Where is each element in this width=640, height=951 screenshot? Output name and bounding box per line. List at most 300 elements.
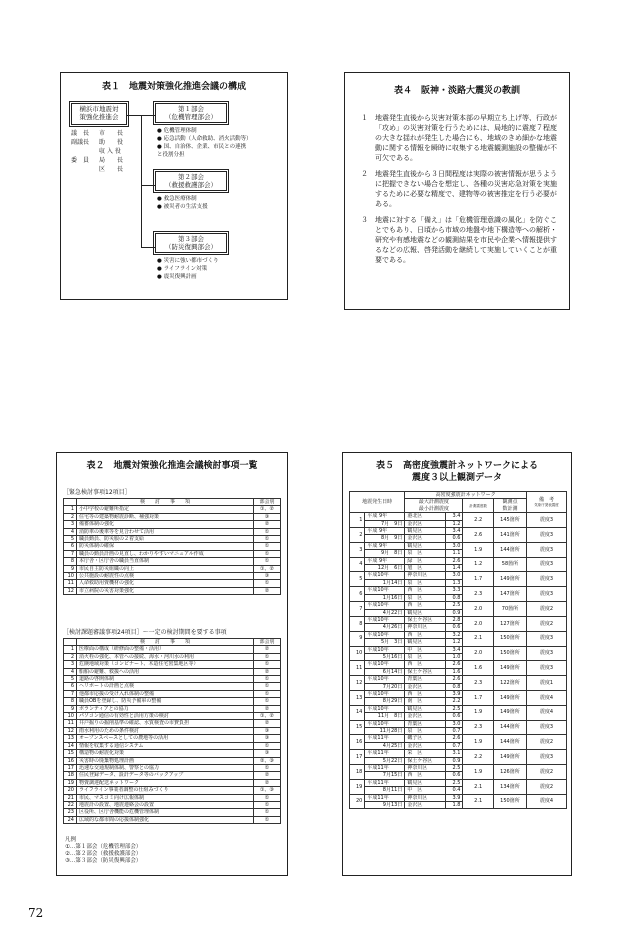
max-value: 3.9 — [445, 794, 463, 801]
min-ward: 泉 区 — [405, 594, 446, 601]
row-number: 17 — [64, 764, 77, 771]
observation-points: 145箇所 — [493, 513, 526, 528]
event-date: 4月22日 — [365, 609, 405, 616]
intensity-count: 2.3 — [463, 676, 493, 691]
urgent-col-div: 部会別 — [254, 499, 281, 506]
table2-title: 表２ 地震対策強化推進会議検討事項一覧 — [86, 461, 258, 471]
row-item: 災害時の廃棄物処理計画 — [77, 757, 254, 764]
min-ward: 泉 区 — [405, 728, 446, 735]
table-row — [350, 616, 567, 623]
legend-title: 凡例 — [65, 837, 77, 843]
max-value: 2.5 — [445, 765, 463, 772]
row-number: 20 — [64, 787, 77, 794]
lesson-text: 地震発生直後から３日間程度は実際の被害情報が思うように把握できない場合を想定し、各種の災害応急対策を実施するために必要な精度で、建物等の被害推定を行う必要がある。 — [375, 170, 557, 208]
division-item-text: 国、自治体、企業、市民との連携 — [163, 144, 247, 150]
t5-col-date: 地震発生日時 — [350, 492, 405, 513]
table2-panel — [56, 452, 288, 876]
role-person: 助 役 — [99, 139, 124, 146]
row-item: 公共施設の耐震性の点検 — [77, 573, 254, 580]
intensity-count: 1.9 — [463, 735, 493, 750]
table-row — [64, 506, 281, 513]
event-era: 平成11年 — [365, 735, 405, 742]
event-date: 5月 3日 — [365, 639, 405, 646]
max-value: 3.1 — [445, 750, 463, 757]
jma-intensity: 震度4 — [527, 705, 567, 720]
event-number: 8 — [350, 616, 365, 631]
table-row — [64, 794, 281, 801]
event-date: 1月16日 — [365, 594, 405, 601]
event-number: 9 — [350, 631, 365, 646]
row-item: 危険地域対策（コンビナート、木造住宅密集地区等） — [77, 661, 254, 668]
table-row — [350, 572, 567, 579]
table-row — [64, 573, 281, 580]
row-number: 2 — [64, 513, 77, 520]
intensity-count: 1.7 — [463, 690, 493, 705]
row-number: 8 — [64, 558, 77, 565]
event-era: 平成10年 — [365, 690, 405, 697]
max-value: 3.3 — [445, 587, 463, 594]
table-row — [64, 801, 281, 808]
table-row — [64, 683, 281, 690]
council-role-row — [71, 129, 141, 138]
max-ward: 鶴見区 — [405, 542, 446, 549]
division-item-text: 災害に強い都市づくり — [163, 258, 219, 264]
min-value: 1.2 — [445, 520, 463, 527]
table-row — [64, 727, 281, 734]
jma-intensity: 震度2 — [527, 735, 567, 750]
row-division: ① — [254, 698, 281, 705]
event-number: 6 — [350, 587, 365, 602]
urgent-col-num — [64, 499, 77, 506]
observation-points: 147箇所 — [493, 587, 526, 602]
row-item: 職員OBを登録し、防災予備軍の整備 — [77, 698, 254, 705]
bullet-icon: ● — [157, 196, 164, 202]
min-value: 0.7 — [445, 728, 463, 735]
review-table — [63, 638, 281, 824]
event-date: 8月29日 — [365, 698, 405, 705]
row-division: ① — [254, 543, 281, 550]
table-row — [64, 720, 281, 727]
row-number: 13 — [64, 735, 77, 742]
min-value: 0.9 — [445, 609, 463, 616]
row-number: 9 — [64, 565, 77, 572]
row-division: ① — [254, 661, 281, 668]
row-number: 3 — [64, 521, 77, 528]
table5-wrap — [349, 491, 567, 809]
table-row — [350, 513, 567, 520]
table-row — [64, 550, 281, 557]
max-value: 3.4 — [445, 528, 463, 535]
t5-col-obs — [493, 499, 526, 513]
table-row — [64, 735, 281, 742]
intensity-count: 2.0 — [463, 616, 493, 631]
event-date: 11月 8日 — [365, 713, 405, 720]
row-item: 職員の動員計画の見直し、わかりやすいマニュアル作成 — [77, 550, 254, 557]
observation-points: 141箇所 — [493, 528, 526, 543]
event-number: 20 — [350, 794, 365, 809]
min-value: 2.2 — [445, 698, 463, 705]
min-value: 0.4 — [445, 787, 463, 794]
max-value: 3.4 — [445, 646, 463, 653]
table-row — [350, 794, 567, 801]
row-number: 1 — [64, 506, 77, 513]
council-role-row — [71, 138, 141, 147]
table-row — [350, 528, 567, 535]
intensity-count: 2.0 — [463, 646, 493, 661]
row-item: 消火栓の強化、本管への接続、海水・河川水の利用 — [77, 653, 254, 660]
lesson-number: １ — [361, 114, 368, 122]
event-date: 7月15日 — [365, 772, 405, 779]
max-value: 2.5 — [445, 705, 463, 712]
urgent-table — [63, 498, 281, 595]
table-row — [350, 542, 567, 549]
row-division: ②、③ — [254, 757, 281, 764]
row-division: ① — [254, 528, 281, 535]
intensity-count: 1.6 — [463, 661, 493, 676]
division-item-text: ライフライン対策 — [163, 266, 208, 272]
jma-intensity: 震度4 — [527, 794, 567, 809]
row-item: 医療面の構成（研修面の整備・活用） — [77, 646, 254, 653]
table-row — [64, 587, 281, 594]
row-item: 広域的な都市間の応援体制強化 — [77, 816, 254, 823]
jma-intensity: 震度4 — [527, 690, 567, 705]
council-role-row — [71, 156, 141, 165]
observation-points: 144箇所 — [493, 542, 526, 557]
min-value: 1.1 — [445, 550, 463, 557]
t5-col-count: 計測震度数 — [463, 499, 493, 513]
division-item — [157, 196, 197, 203]
row-division: ① — [254, 683, 281, 690]
event-era: 平成 9年 — [365, 542, 405, 549]
event-date: 8月11日 — [365, 787, 405, 794]
role-title — [71, 165, 99, 174]
event-era: 平成10年 — [365, 602, 405, 609]
row-division: ② — [254, 720, 281, 727]
min-ward: 泉 区 — [405, 653, 446, 660]
connector-branch-2 — [141, 185, 155, 186]
role-title: 議 長 — [71, 130, 90, 137]
bullet-icon: ● — [157, 144, 164, 150]
max-value: 2.6 — [445, 735, 463, 742]
role-person: 区 長 — [99, 166, 124, 173]
row-item: 地震計の設置、地震連絡会の設置 — [77, 801, 254, 808]
division-item — [157, 274, 197, 281]
bullet-icon: ● — [157, 274, 164, 280]
row-number: 1 — [64, 646, 77, 653]
review-table-wrap — [63, 638, 281, 824]
table-row — [64, 779, 281, 786]
division-name: 第１部会 — [178, 105, 204, 113]
observation-points: 150箇所 — [493, 794, 526, 809]
row-division: ① — [254, 764, 281, 771]
max-ward: 神奈川区 — [405, 794, 446, 801]
row-number: 16 — [64, 757, 77, 764]
event-era: 平成10年 — [365, 676, 405, 683]
table5-grid — [349, 491, 567, 809]
row-item: 職員動員、防災服の２着支給 — [77, 536, 254, 543]
min-value: 1.3 — [445, 579, 463, 586]
min-ward: 保土ケ谷区 — [405, 757, 446, 764]
council-line-2: 策強化推進会 — [79, 113, 119, 121]
table-row — [64, 772, 281, 779]
max-value: 3.4 — [445, 513, 463, 520]
event-date: 7月20日 — [365, 683, 405, 690]
t5-col-max — [405, 499, 463, 513]
division-sub: （救援救護部会） — [165, 181, 217, 189]
intensity-count: 2.3 — [463, 720, 493, 735]
min-value: 0.6 — [445, 772, 463, 779]
jma-intensity: 震度3 — [527, 528, 567, 543]
table-row — [350, 765, 567, 772]
table-row — [350, 557, 567, 564]
event-era: 平成11年 — [365, 765, 405, 772]
row-item: 本庁舎・区庁舎の職員当直体制 — [77, 558, 254, 565]
max-ward: 西 区 — [405, 587, 446, 594]
observation-points: 70箇所 — [493, 602, 526, 617]
event-number: 12 — [350, 676, 365, 691]
event-date: 5月16日 — [365, 653, 405, 660]
observation-points: 127箇所 — [493, 616, 526, 631]
council-roles — [71, 129, 141, 174]
min-value: 0.6 — [445, 535, 463, 542]
council-line-1: 横浜市地震対 — [79, 105, 119, 113]
review-col-num — [64, 639, 77, 646]
connector-trunk — [141, 115, 142, 247]
observation-points: 149箇所 — [493, 690, 526, 705]
row-division: ①、② — [254, 506, 281, 513]
row-item: 防災体制の確保 — [77, 543, 254, 550]
max-ward: 神奈川区 — [405, 572, 446, 579]
row-division: ② — [254, 587, 281, 594]
row-division: ① — [254, 550, 281, 557]
event-number: 2 — [350, 528, 365, 543]
row-division: ③ — [254, 513, 281, 520]
event-number: 13 — [350, 690, 365, 705]
max-value: 3.2 — [445, 631, 463, 638]
observation-points: 58箇所 — [493, 557, 526, 572]
row-item: 構造物の耐震化対策 — [77, 750, 254, 757]
max-ward: 緑 区 — [405, 557, 446, 564]
observation-points: 126箇所 — [493, 765, 526, 780]
event-number: 4 — [350, 557, 365, 572]
table-row — [64, 757, 281, 764]
jma-intensity: 震度3 — [527, 572, 567, 587]
row-item: ボランティアとの協力 — [77, 705, 254, 712]
division-item-text: 被災者の生活支援 — [163, 204, 208, 210]
table4-title: 表４ 阪神・淡路大震災の教訓 — [393, 86, 520, 96]
jma-intensity: 震度3 — [527, 557, 567, 572]
event-date: 8月 9日 — [365, 535, 405, 542]
max-ward: 栄 区 — [405, 750, 446, 757]
observation-points: 149箇所 — [493, 572, 526, 587]
row-item: パソコン通信の有効性と活用方策の検討 — [77, 713, 254, 720]
intensity-count: 2.2 — [463, 513, 493, 528]
event-number: 7 — [350, 602, 365, 617]
jma-intensity: 震度3 — [527, 646, 567, 661]
event-number: 16 — [350, 735, 365, 750]
connector-branch-1 — [141, 115, 155, 116]
division-item-text: 応急活動（人命救助、消火活動等） — [163, 136, 252, 142]
max-ward: 鶴見区 — [405, 779, 446, 786]
row-number: 22 — [64, 801, 77, 808]
row-number: 23 — [64, 809, 77, 816]
row-number: 15 — [64, 750, 77, 757]
lesson-item — [361, 113, 557, 163]
max-ward: 保土ケ谷区 — [405, 616, 446, 623]
table-row — [64, 690, 281, 697]
max-value: 2.6 — [445, 661, 463, 668]
min-value: 1.4 — [445, 565, 463, 572]
min-ward: 金沢区 — [405, 683, 446, 690]
event-era: 平成10年 — [365, 587, 405, 594]
row-item: 市民自主防災組織の向上 — [77, 565, 254, 572]
intensity-count: 2.6 — [463, 528, 493, 543]
division-item — [157, 136, 252, 143]
max-ward: 西 区 — [405, 602, 446, 609]
min-ward: 金沢区 — [405, 713, 446, 720]
jma-intensity: 震度1 — [527, 676, 567, 691]
event-era: 平成10年 — [365, 572, 405, 579]
event-date: 7月 9日 — [365, 520, 405, 527]
min-ward: 保土ケ谷区 — [405, 668, 446, 675]
role-title: 委 員 — [71, 157, 90, 164]
table1-panel — [60, 72, 288, 300]
lesson-item — [361, 215, 557, 265]
t5-col-group: 高密度強震計ネットワーク — [405, 492, 527, 499]
jma-intensity: 震度3 — [527, 661, 567, 676]
role-person: 市 長 — [99, 130, 124, 137]
event-era: 平成 9年 — [365, 528, 405, 535]
table-row — [64, 513, 281, 520]
jma-intensity: 震度2 — [527, 616, 567, 631]
row-division: ① — [254, 536, 281, 543]
division-item-text: 危機管理体制 — [163, 128, 197, 134]
observation-points: 144箇所 — [493, 720, 526, 735]
max-value: 3.0 — [445, 572, 463, 579]
intensity-count: 2.2 — [463, 750, 493, 765]
min-ward: 旭 区 — [405, 565, 446, 572]
jma-intensity: 震度3 — [527, 750, 567, 765]
connector-branch-3 — [141, 247, 155, 248]
urgent-table-wrap — [63, 498, 281, 595]
table5-title-2: 震度３以上観測データ — [411, 473, 502, 483]
division-item — [157, 204, 208, 211]
event-date: 4月26日 — [365, 624, 405, 631]
row-number: 6 — [64, 543, 77, 550]
row-item: 備蓄体制の強化 — [77, 521, 254, 528]
event-era: 平成10年 — [365, 646, 405, 653]
row-item: ライフライン事業者調整の仕組みづくり — [77, 787, 254, 794]
lesson-number: ２ — [361, 170, 368, 178]
event-date: 9月 8日 — [365, 550, 405, 557]
row-division: ① — [254, 816, 281, 823]
event-number: 3 — [350, 542, 365, 557]
page-number: 72 — [28, 906, 44, 920]
row-number: 24 — [64, 816, 77, 823]
observation-points: 122箇所 — [493, 676, 526, 691]
lesson-text: 地震発生直後から災害対策本部の早期立ち上げ等、行政が「攻め」の災害対策を行うためには、局地的に震度７程度の大きな揺れが発生した場合にも、地域のきめ細かな地震動に関する情報を瞬時に収集する地震観測施設の整備が不可欠である。 — [375, 114, 557, 162]
min-value: 0.8 — [445, 594, 463, 601]
intensity-count: 1.9 — [463, 542, 493, 557]
event-era: 平成 9年 — [365, 557, 405, 564]
table1-title: 表１ 地震対策強化推進会議の構成 — [101, 82, 246, 92]
table-row — [64, 676, 281, 683]
observation-points: 150箇所 — [493, 631, 526, 646]
min-ward: 中 区 — [405, 787, 446, 794]
min-value: 0.8 — [445, 683, 463, 690]
row-number: 11 — [64, 720, 77, 727]
min-ward: 金沢区 — [405, 802, 446, 809]
row-number: 8 — [64, 698, 77, 705]
row-number: 12 — [64, 587, 77, 594]
min-value: 1.0 — [445, 653, 463, 660]
division-item — [157, 266, 207, 273]
jma-intensity: 震度3 — [527, 542, 567, 557]
intensity-count: 2.1 — [463, 631, 493, 646]
row-item: 市民、マスコミ向け広報体制 — [77, 794, 254, 801]
jma-intensity: 震度3 — [527, 631, 567, 646]
event-date: 1月14日 — [365, 579, 405, 586]
row-division: ② — [254, 705, 281, 712]
min-ward: 鶴見区 — [405, 609, 446, 616]
row-division: ①、③ — [254, 787, 281, 794]
max-value: 2.6 — [445, 557, 463, 564]
table-row — [350, 646, 567, 653]
row-division: ① — [254, 794, 281, 801]
table-row — [64, 713, 281, 720]
row-number: 12 — [64, 727, 77, 734]
max-value: 2.5 — [445, 779, 463, 786]
role-person: 収 入 役 — [99, 148, 121, 155]
min-ward: 鶴見区 — [405, 639, 446, 646]
division-box-2 — [155, 171, 227, 191]
t5-note-label: 備 考 — [539, 496, 555, 503]
event-number: 10 — [350, 646, 365, 661]
row-item: 住民登録データ、設計データ等のバックアップ — [77, 772, 254, 779]
table-row — [350, 676, 567, 683]
event-number: 5 — [350, 572, 365, 587]
jma-intensity: 震度2 — [527, 765, 567, 780]
row-division: ③ — [254, 573, 281, 580]
connector-stem — [127, 115, 141, 116]
event-number: 15 — [350, 720, 365, 735]
division-item-text: 震災復興計画 — [163, 274, 197, 280]
table-row — [64, 565, 281, 572]
table-row — [350, 690, 567, 697]
row-number: 4 — [64, 668, 77, 675]
row-division: ①、② — [254, 565, 281, 572]
table5-panel — [342, 452, 572, 876]
division-sub: （危機管理部会） — [165, 113, 217, 121]
t5-obs-sub: 数計測 — [502, 505, 518, 512]
observation-points: 150箇所 — [493, 646, 526, 661]
min-value: 0.7 — [445, 742, 463, 749]
bullet-icon: ● — [157, 128, 164, 134]
row-division: ② — [254, 646, 281, 653]
role-person: 局 長 — [99, 157, 124, 164]
max-ward: 磯子区 — [405, 735, 446, 742]
row-number: 11 — [64, 580, 77, 587]
max-ward: 青葉区 — [405, 676, 446, 683]
bullet-icon: ● — [157, 266, 164, 272]
event-date: 4月25日 — [365, 742, 405, 749]
row-number: 5 — [64, 676, 77, 683]
t5-col-note — [527, 492, 567, 513]
observation-points: 149箇所 — [493, 661, 526, 676]
table-row — [350, 735, 567, 742]
row-number: 4 — [64, 528, 77, 535]
table-row — [64, 668, 281, 675]
